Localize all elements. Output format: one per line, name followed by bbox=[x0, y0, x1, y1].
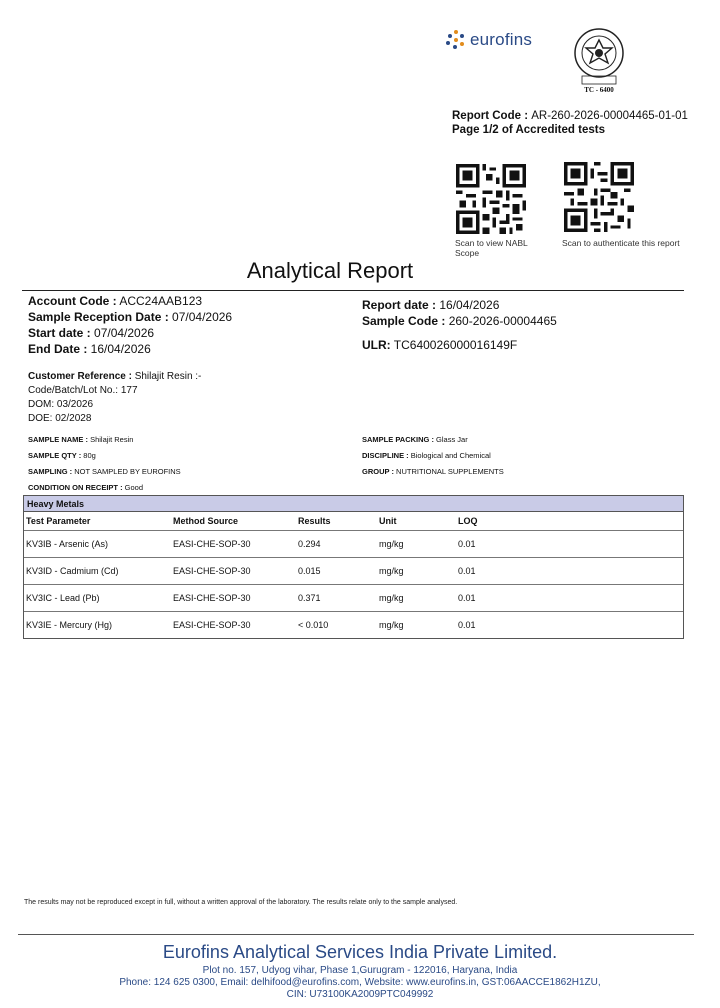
title-divider bbox=[22, 290, 684, 291]
sample-code-row: Sample Code : 260-2026-00004465 bbox=[362, 314, 557, 328]
column-header: Unit bbox=[379, 516, 397, 526]
page-indicator: Page 1/2 of Accredited tests bbox=[452, 124, 605, 136]
footer-company: Eurofins Analytical Services India Private Limited. bbox=[162, 942, 558, 962]
meta-right bbox=[362, 297, 557, 353]
sample-packing-row: SAMPLE PACKING : Glass Jar bbox=[362, 435, 468, 444]
footer-divider bbox=[18, 934, 694, 935]
column-header: Results bbox=[298, 516, 331, 526]
end-date-row: End Date : 16/04/2026 bbox=[28, 342, 151, 356]
sampling-row: SAMPLING : NOT SAMPLED BY EUROFINS bbox=[28, 467, 181, 476]
customer-reference: Customer Reference : Shilajit Resin :- Code/Batch/Lot No.: 177 DOM: 03/2026 DOE: 02/2028 bbox=[28, 371, 202, 424]
column-header: Test Parameter bbox=[26, 516, 91, 526]
reception-date-row: Sample Reception Date : 07/04/2026 bbox=[28, 310, 233, 324]
table-row: KV3ID - Cadmium (Cd) EASI-CHE-SOP-30 0.015 mg/kg 0.01 bbox=[24, 558, 683, 585]
table-section-heading: Heavy Metals bbox=[24, 495, 683, 512]
start-date-row: Start date : 07/04/2026 bbox=[28, 326, 155, 340]
eurofins-logo bbox=[446, 30, 532, 50]
table-row: KV3IB - Arsenic (As) EASI-CHE-SOP-30 0.294 mg/kg 0.01 bbox=[24, 531, 683, 558]
eurofins-dots-icon bbox=[446, 30, 466, 50]
column-header: Method Source bbox=[173, 516, 239, 526]
footer-address: Plot no. 157, Udyog vihar, Phase 1,Gurugram - 122016, Haryana, India bbox=[202, 965, 518, 976]
sample-info-left bbox=[28, 432, 181, 496]
condition-row: CONDITION ON RECEIPT : Good bbox=[28, 483, 144, 492]
logo-text: eurofins bbox=[470, 30, 533, 49]
meta-left bbox=[28, 293, 232, 357]
column-header: LOQ bbox=[458, 516, 478, 526]
footer-cin: CIN: U73100KA2009PTC049992 bbox=[286, 989, 434, 1000]
nabl-qr-caption: Scan to view NABL Scope bbox=[455, 238, 528, 258]
nabl-qr-code-icon bbox=[456, 164, 526, 234]
table-header-row bbox=[24, 512, 683, 531]
report-date-row: Report date : 16/04/2026 bbox=[362, 298, 500, 312]
table-row: KV3IC - Lead (Pb) EASI-CHE-SOP-30 0.371 mg/kg 0.01 bbox=[24, 585, 683, 612]
disclaimer: The results may not be reproduced except in full, without a written approval of the laboratory. The results relate only to the sample analysed. bbox=[24, 899, 458, 906]
footer-contact: Phone: 124 625 0300, Email: delhifood@eurofins.com, Website: www.eurofins.in, GST:06AACCE1862H1ZU, bbox=[119, 977, 601, 988]
seal-number: TC - 6400 bbox=[584, 86, 614, 94]
sample-name-row: SAMPLE NAME : Shilajit Resin bbox=[28, 435, 134, 444]
table-row: KV3IE - Mercury (Hg) EASI-CHE-SOP-30 < 0.010 mg/kg 0.01 bbox=[26, 620, 476, 630]
ulr-row: ULR: TC640026000016149F bbox=[362, 338, 518, 352]
group-row: GROUP : NUTRITIONAL SUPPLEMENTS bbox=[362, 467, 504, 476]
sample-qty-row: SAMPLE QTY : 80g bbox=[28, 451, 96, 460]
report-code: Report Code : AR-260-2026-00004465-01-01 bbox=[452, 110, 688, 122]
results-table bbox=[23, 495, 684, 639]
authentication-qr-code-icon bbox=[564, 162, 634, 232]
auth-qr-caption: Scan to authenticate this report bbox=[562, 238, 680, 248]
page-title: Analytical Report bbox=[246, 258, 414, 283]
account-code-row: Account Code : ACC24AAB123 bbox=[28, 294, 203, 308]
sample-info-right bbox=[362, 432, 504, 480]
discipline-row: DISCIPLINE : Biological and Chemical bbox=[362, 451, 491, 460]
